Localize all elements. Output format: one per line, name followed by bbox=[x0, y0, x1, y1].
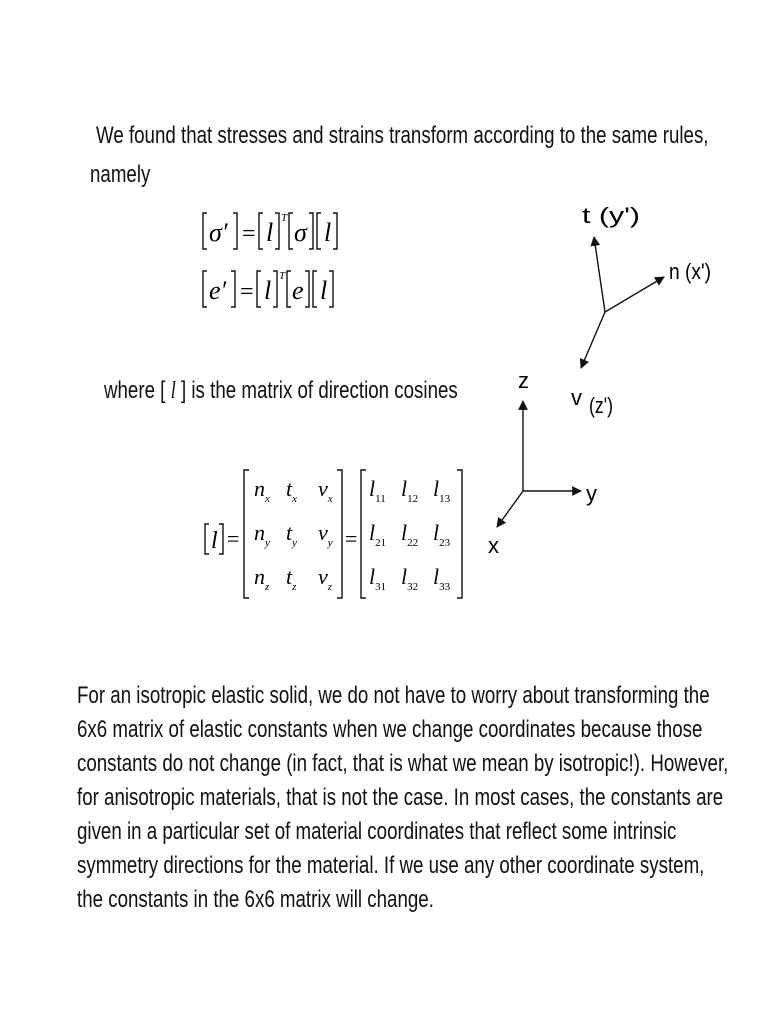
matrix-a-subscript: y bbox=[265, 537, 270, 549]
where-pre: where [ bbox=[104, 377, 171, 404]
matrix-b-entry: $l_{11}$ bbox=[369, 476, 386, 505]
strain-symbol: e bbox=[292, 276, 304, 305]
matrix-a-subscript: x bbox=[265, 493, 270, 505]
base-axes-diagram bbox=[480, 360, 620, 565]
matrix-a-entry: $n_y$ bbox=[254, 520, 270, 549]
equals-sign: = bbox=[242, 221, 256, 247]
l-symbol: l bbox=[320, 276, 328, 305]
intro-line-2: namely bbox=[90, 161, 151, 188]
body-line: the constants in the 6x6 matrix will change. bbox=[77, 886, 434, 913]
where-post: ] is the matrix of direction cosines bbox=[175, 377, 458, 404]
body-line: 6x6 matrix of elastic constants when we change coordinates because those bbox=[77, 716, 703, 743]
z-axis-label: z bbox=[518, 368, 529, 393]
matrix-a-entry: $t_x$ bbox=[286, 476, 298, 505]
n-axis-arrow bbox=[605, 277, 664, 312]
equals-sign: = bbox=[240, 279, 254, 305]
matrix-b-subscript: 23 bbox=[439, 537, 451, 549]
matrix-a-entry: $v_z$ bbox=[318, 564, 333, 593]
matrix-a bbox=[254, 476, 333, 593]
v-axis-label: v bbox=[571, 385, 582, 410]
body-line: for anisotropic materials, that is not the case. In most cases, the constants are bbox=[77, 784, 724, 811]
direction-cosine-matrix-equation bbox=[195, 462, 475, 604]
matrix-a-subscript: x bbox=[327, 493, 333, 505]
matrix-lhs-l: l bbox=[211, 528, 218, 554]
matrix-a-entry: $v_x$ bbox=[318, 476, 333, 505]
equals-sign: = bbox=[345, 526, 358, 551]
matrix-a-entry: $t_y$ bbox=[286, 520, 298, 549]
l-symbol: l bbox=[264, 276, 272, 305]
matrix-b-entry: $l_{12}$ bbox=[401, 476, 419, 505]
transpose-superscript: T bbox=[279, 270, 286, 282]
matrix-a-subscript: y bbox=[292, 537, 298, 549]
strain-equation bbox=[203, 270, 333, 307]
matrix-a-entry: $n_z$ bbox=[254, 564, 270, 593]
matrix-b-entry: $l_{33}$ bbox=[433, 564, 451, 593]
t-axis-arrow bbox=[594, 237, 605, 312]
matrix-a-subscript: z bbox=[327, 581, 333, 593]
body-line: given in a particular set of material coordinates that reflect some intrinsic bbox=[77, 818, 677, 845]
matrix-b-entry: $l_{21}$ bbox=[369, 520, 387, 549]
matrix-b-subscript: 11 bbox=[375, 493, 386, 505]
t-axis-label: t (y') bbox=[582, 203, 640, 228]
matrix-b-left-bracket bbox=[361, 470, 366, 598]
matrix-a-entry: $n_x$ bbox=[254, 476, 270, 505]
body-line: For an isotropic elastic solid, we do not have to worry about transforming the bbox=[77, 682, 710, 709]
matrix-a-entry: $t_z$ bbox=[286, 564, 297, 593]
body-line: symmetry directions for the material. If we use any other coordinate system, bbox=[77, 852, 705, 879]
stress-equation bbox=[203, 212, 337, 249]
matrix-b-entry: $l_{22}$ bbox=[401, 520, 419, 549]
z-prime-label: (z') bbox=[589, 393, 613, 418]
transpose-superscript: T bbox=[281, 212, 288, 224]
matrix-b-subscript: 31 bbox=[375, 581, 387, 593]
equals-sign: = bbox=[227, 526, 240, 551]
x-axis-arrow bbox=[497, 491, 523, 527]
intro-line-1: We found that stresses and strains transform according to the same rules, bbox=[96, 122, 709, 149]
matrix-b-subscript: 32 bbox=[407, 581, 419, 593]
l-symbol: l bbox=[170, 378, 176, 404]
l-symbol: l bbox=[266, 218, 274, 247]
matrix-a-subscript: z bbox=[292, 581, 297, 593]
matrix-b-entry: $l_{32}$ bbox=[401, 564, 419, 593]
matrix-b-subscript: 22 bbox=[407, 537, 419, 549]
y-axis-label: y bbox=[586, 481, 597, 506]
n-axis-label: n (x') bbox=[669, 259, 711, 284]
matrix-a-entry: $v_y$ bbox=[318, 520, 333, 549]
body-paragraph bbox=[77, 684, 737, 944]
stress-prime-symbol: σ′ bbox=[209, 218, 228, 247]
matrix-b-subscript: 12 bbox=[407, 493, 419, 505]
x-axis-label: x bbox=[488, 533, 499, 558]
matrix-b bbox=[369, 476, 451, 593]
matrix-b-entry: $l_{13}$ bbox=[433, 476, 451, 505]
transformation-equations bbox=[195, 205, 355, 315]
matrix-b-subscript: 13 bbox=[439, 493, 451, 505]
matrix-b-entry: $l_{23}$ bbox=[433, 520, 451, 549]
matrix-a-subscript: x bbox=[292, 493, 298, 505]
matrix-a-right-bracket bbox=[337, 470, 342, 598]
matrix-b-entry: $l_{31}$ bbox=[369, 564, 387, 593]
l-symbol: l bbox=[324, 218, 332, 247]
matrix-b-subscript: 21 bbox=[375, 537, 387, 549]
matrix-a-left-bracket bbox=[244, 470, 249, 598]
strain-prime-symbol: e′ bbox=[209, 276, 227, 305]
matrix-a-subscript: y bbox=[327, 537, 333, 549]
matrix-a-subscript: z bbox=[265, 581, 270, 593]
stress-symbol: σ bbox=[294, 218, 307, 247]
body-line: constants do not change (in fact, that is what we mean by isotropic!). However, bbox=[77, 750, 729, 777]
matrix-b-right-bracket bbox=[457, 470, 462, 598]
matrix-b-subscript: 33 bbox=[439, 581, 451, 593]
